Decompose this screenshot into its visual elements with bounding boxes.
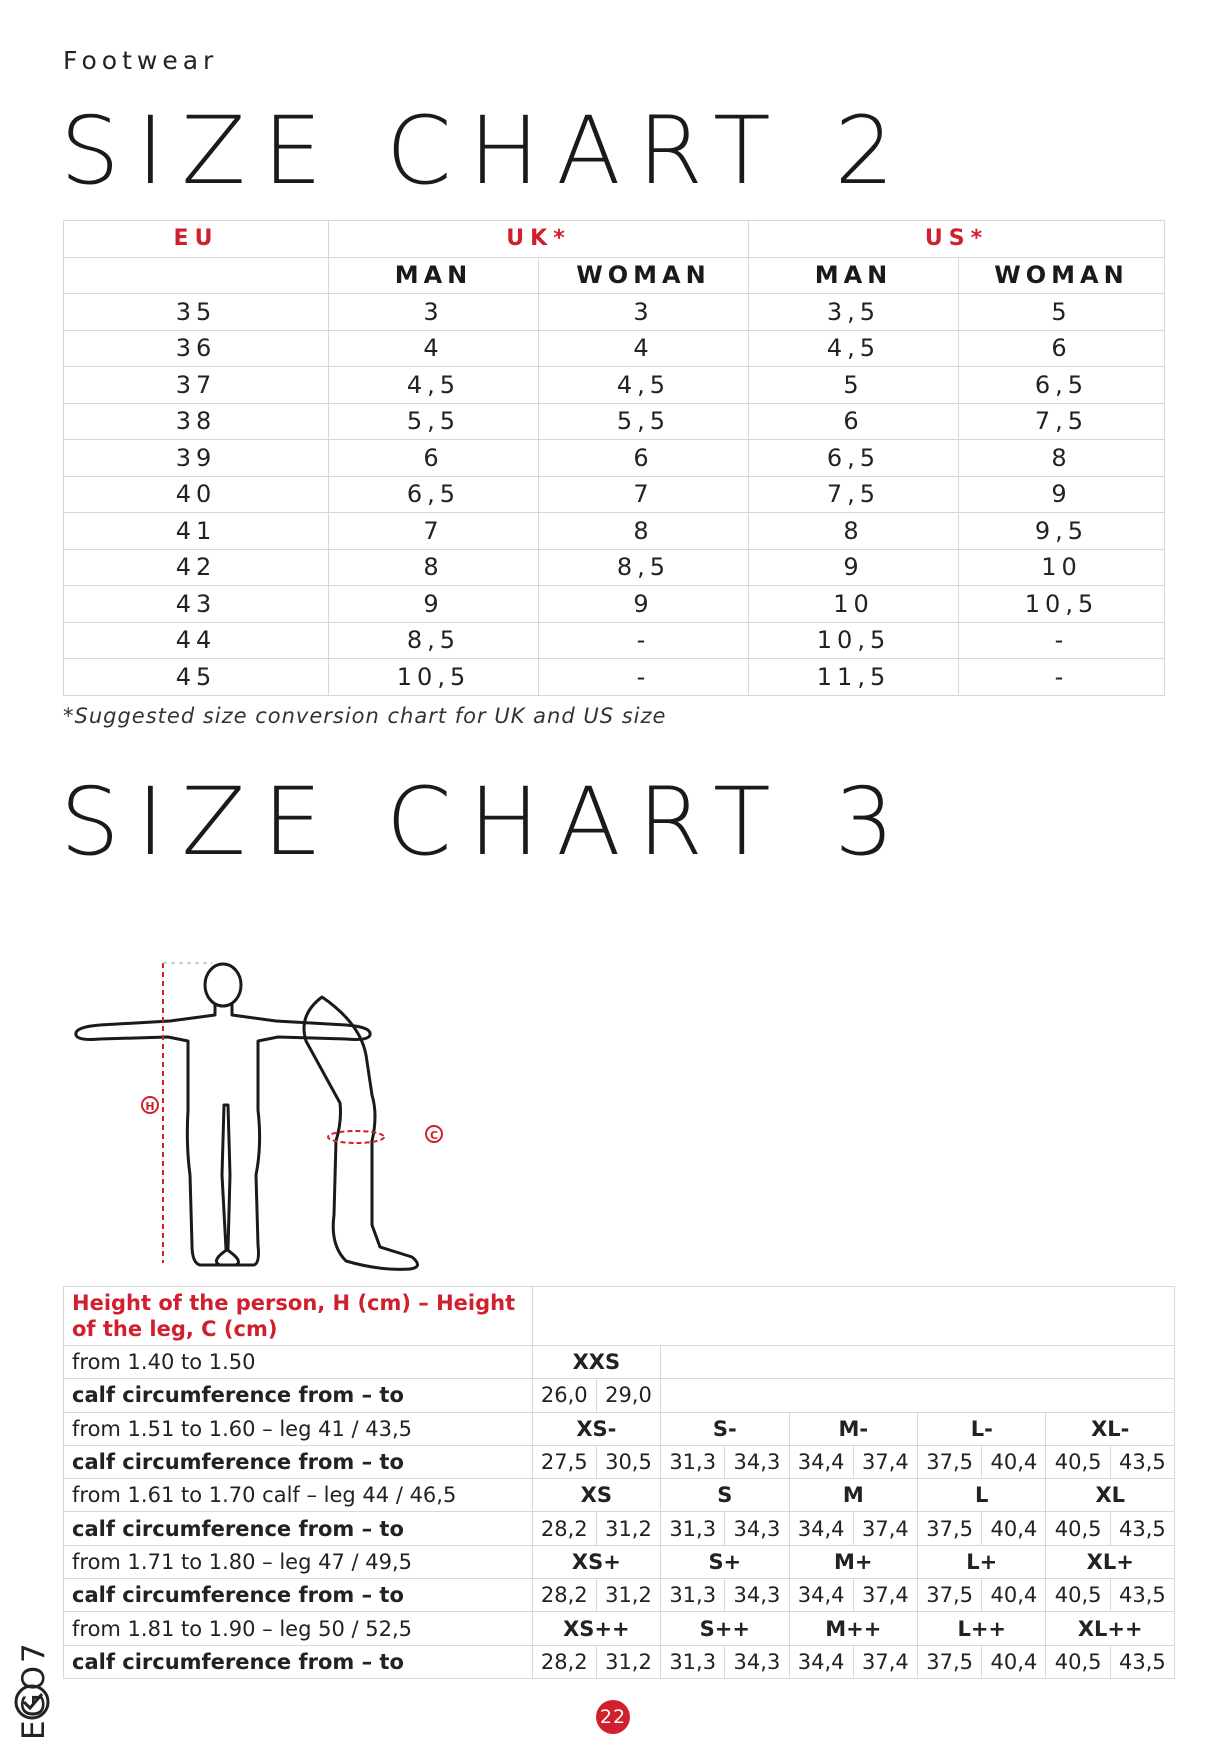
table-cell: 6 bbox=[959, 330, 1165, 367]
value-cell: 34,4 bbox=[789, 1445, 853, 1478]
table-cell: 8 bbox=[959, 440, 1165, 477]
table-cell: 6 bbox=[749, 403, 959, 440]
table-cell: 5 bbox=[749, 367, 959, 404]
table-cell: 39 bbox=[64, 440, 329, 477]
section-label: Footwear bbox=[63, 46, 219, 75]
table-row bbox=[64, 440, 1165, 477]
calf-label: calf circumference from – to bbox=[64, 1512, 533, 1545]
table-cell: 8 bbox=[539, 513, 749, 550]
table-row bbox=[64, 1512, 1175, 1545]
range-label: from 1.71 to 1.80 – leg 47 / 49,5 bbox=[64, 1545, 533, 1578]
value-cell: 31,2 bbox=[596, 1645, 660, 1678]
table-cell: 35 bbox=[64, 294, 329, 331]
value-cell: 28,2 bbox=[532, 1512, 596, 1545]
table-header-row bbox=[64, 1287, 1175, 1346]
table-cell: 5 bbox=[959, 294, 1165, 331]
value-cell: 34,4 bbox=[789, 1512, 853, 1545]
value-cell: 40,4 bbox=[982, 1512, 1046, 1545]
table-row bbox=[64, 1612, 1175, 1645]
value-cell: 40,5 bbox=[1046, 1445, 1110, 1478]
table-cell: 7 bbox=[539, 476, 749, 513]
value-cell: 31,3 bbox=[661, 1445, 725, 1478]
value-cell: 37,4 bbox=[853, 1445, 917, 1478]
table-cell: 5,5 bbox=[539, 403, 749, 440]
value-cell: 37,5 bbox=[918, 1445, 982, 1478]
size-cell: XL++ bbox=[1046, 1612, 1175, 1645]
table-cell: 11,5 bbox=[749, 659, 959, 696]
table-cell: 6 bbox=[539, 440, 749, 477]
table-row bbox=[64, 1346, 1175, 1379]
height-marker-label: H bbox=[145, 1100, 155, 1113]
table-row bbox=[64, 1445, 1175, 1478]
height-leg-header: Height of the person, H (cm) – Height of the leg, C (cm) bbox=[64, 1287, 533, 1346]
calf-label: calf circumference from – to bbox=[64, 1379, 533, 1412]
value-cell: 31,2 bbox=[596, 1579, 660, 1612]
body-measurement-illustration bbox=[60, 945, 480, 1275]
calf-label: calf circumference from – to bbox=[64, 1645, 533, 1678]
table-row bbox=[64, 586, 1165, 623]
table-cell: 6,5 bbox=[959, 367, 1165, 404]
table-row bbox=[64, 367, 1165, 404]
header-us-man: MAN bbox=[749, 257, 959, 294]
table-cell: 9 bbox=[959, 476, 1165, 513]
value-cell: 31,3 bbox=[661, 1512, 725, 1545]
table-row bbox=[64, 1412, 1175, 1445]
size-cell: S++ bbox=[661, 1612, 789, 1645]
header-uk-woman: WOMAN bbox=[539, 257, 749, 294]
table-cell: 9,5 bbox=[959, 513, 1165, 550]
value-cell: 34,3 bbox=[725, 1512, 789, 1545]
value-cell: 34,3 bbox=[725, 1579, 789, 1612]
table-cell: 6 bbox=[329, 440, 539, 477]
table-cell: 10,5 bbox=[959, 586, 1165, 623]
table-cell: 3 bbox=[329, 294, 539, 331]
table-cell: 9 bbox=[749, 549, 959, 586]
size-chart-3-title: SIZE CHART 3 bbox=[60, 768, 912, 877]
empty-cell bbox=[661, 1346, 1175, 1379]
value-cell: 31,3 bbox=[661, 1645, 725, 1678]
range-label: from 1.61 to 1.70 calf – leg 44 / 46,5 bbox=[64, 1479, 533, 1512]
range-label: from 1.51 to 1.60 – leg 41 / 43,5 bbox=[64, 1412, 533, 1445]
value-cell: 28,2 bbox=[532, 1579, 596, 1612]
header-empty bbox=[64, 257, 329, 294]
size-cell: S bbox=[661, 1479, 789, 1512]
calf-label: calf circumference from – to bbox=[64, 1445, 533, 1478]
value-cell: 40,5 bbox=[1046, 1645, 1110, 1678]
value-cell: 43,5 bbox=[1110, 1579, 1174, 1612]
table-row bbox=[64, 659, 1165, 696]
table-cell: 8,5 bbox=[539, 549, 749, 586]
value-cell: 40,5 bbox=[1046, 1512, 1110, 1545]
size-cell: XL- bbox=[1046, 1412, 1175, 1445]
table-cell: 5,5 bbox=[329, 403, 539, 440]
table-cell: 8,5 bbox=[329, 622, 539, 659]
table-cell: 37 bbox=[64, 367, 329, 404]
table-cell: 3 bbox=[539, 294, 749, 331]
table-row bbox=[64, 513, 1165, 550]
brand-name: EGO7 bbox=[16, 1640, 52, 1740]
value-cell: 31,2 bbox=[596, 1512, 660, 1545]
value-cell: 40,4 bbox=[982, 1445, 1046, 1478]
size-cell: XL bbox=[1046, 1479, 1175, 1512]
table-cell: - bbox=[959, 659, 1165, 696]
table-cell: 4,5 bbox=[329, 367, 539, 404]
table-cell: 4,5 bbox=[749, 330, 959, 367]
table-cell: 7 bbox=[329, 513, 539, 550]
value-cell: 43,5 bbox=[1110, 1645, 1174, 1678]
value-cell: 34,3 bbox=[725, 1645, 789, 1678]
empty-cell bbox=[661, 1379, 1175, 1412]
header-empty bbox=[532, 1287, 1174, 1346]
table-row bbox=[64, 549, 1165, 586]
table-cell: - bbox=[539, 622, 749, 659]
calf-label: calf circumference from – to bbox=[64, 1579, 533, 1612]
value-cell: 27,5 bbox=[532, 1445, 596, 1478]
table-row bbox=[64, 476, 1165, 513]
size-chart-2-title: SIZE CHART 2 bbox=[60, 97, 912, 206]
size-cell: XS++ bbox=[532, 1612, 660, 1645]
table-cell: 8 bbox=[749, 513, 959, 550]
table-cell: 7,5 bbox=[749, 476, 959, 513]
value-cell: 40,4 bbox=[982, 1579, 1046, 1612]
value-cell: 37,5 bbox=[918, 1645, 982, 1678]
table-cell: 10,5 bbox=[329, 659, 539, 696]
table-cell: 10 bbox=[749, 586, 959, 623]
table-cell: 42 bbox=[64, 549, 329, 586]
size-cell: XS bbox=[532, 1479, 660, 1512]
size-chart-2-table bbox=[63, 220, 1165, 696]
header-uk: UK* bbox=[329, 221, 749, 258]
value-cell: 34,3 bbox=[725, 1445, 789, 1478]
value-cell: 37,5 bbox=[918, 1512, 982, 1545]
table-header-row bbox=[64, 221, 1165, 258]
table-cell: 10,5 bbox=[749, 622, 959, 659]
header-uk-man: MAN bbox=[329, 257, 539, 294]
size-cell: L- bbox=[918, 1412, 1046, 1445]
size-cell: M bbox=[789, 1479, 917, 1512]
table-cell: 4 bbox=[329, 330, 539, 367]
size-cell: XXS bbox=[532, 1346, 660, 1379]
table-cell: 41 bbox=[64, 513, 329, 550]
size-cell: S- bbox=[661, 1412, 789, 1445]
table-cell: 36 bbox=[64, 330, 329, 367]
value-cell: 40,5 bbox=[1046, 1579, 1110, 1612]
table-cell: 7,5 bbox=[959, 403, 1165, 440]
size-cell: M++ bbox=[789, 1612, 917, 1645]
table-row bbox=[64, 1645, 1175, 1678]
page-number: 22 bbox=[596, 1700, 630, 1734]
header-us: US* bbox=[749, 221, 1165, 258]
table-cell: 45 bbox=[64, 659, 329, 696]
table-cell: 40 bbox=[64, 476, 329, 513]
table-row bbox=[64, 1479, 1175, 1512]
size-cell: M+ bbox=[789, 1545, 917, 1578]
size-cell: XS+ bbox=[532, 1545, 660, 1578]
table-cell: - bbox=[539, 659, 749, 696]
table-subheader-row bbox=[64, 257, 1165, 294]
table-row bbox=[64, 1579, 1175, 1612]
header-eu: EU bbox=[64, 221, 329, 258]
size-cell: L bbox=[918, 1479, 1046, 1512]
value-cell: 43,5 bbox=[1110, 1512, 1174, 1545]
value-cell: 37,4 bbox=[853, 1645, 917, 1678]
brand-logo bbox=[12, 1600, 58, 1740]
value-cell: 29,0 bbox=[596, 1379, 660, 1412]
table-row bbox=[64, 330, 1165, 367]
calf-marker-label: C bbox=[429, 1129, 439, 1142]
table-row bbox=[64, 1379, 1175, 1412]
value-cell: 34,4 bbox=[789, 1645, 853, 1678]
table-cell: 6,5 bbox=[749, 440, 959, 477]
table-cell: 9 bbox=[329, 586, 539, 623]
table-row bbox=[64, 1545, 1175, 1578]
footnote: *Suggested size conversion chart for UK and US size bbox=[63, 704, 667, 728]
size-cell: XL+ bbox=[1046, 1545, 1175, 1578]
size-cell: L++ bbox=[918, 1612, 1046, 1645]
size-cell: L+ bbox=[918, 1545, 1046, 1578]
value-cell: 37,5 bbox=[918, 1579, 982, 1612]
table-cell: 4 bbox=[539, 330, 749, 367]
table-cell: 44 bbox=[64, 622, 329, 659]
header-us-woman: WOMAN bbox=[959, 257, 1165, 294]
value-cell: 28,2 bbox=[532, 1645, 596, 1678]
table-row bbox=[64, 294, 1165, 331]
size-cell: M- bbox=[789, 1412, 917, 1445]
value-cell: 37,4 bbox=[853, 1579, 917, 1612]
size-chart-3-table bbox=[63, 1286, 1175, 1679]
size-cell: S+ bbox=[661, 1545, 789, 1578]
table-cell: 4,5 bbox=[539, 367, 749, 404]
value-cell: 40,4 bbox=[982, 1645, 1046, 1678]
range-label: from 1.81 to 1.90 – leg 50 / 52,5 bbox=[64, 1612, 533, 1645]
table-cell: 8 bbox=[329, 549, 539, 586]
table-cell: 38 bbox=[64, 403, 329, 440]
table-row bbox=[64, 622, 1165, 659]
table-cell: - bbox=[959, 622, 1165, 659]
value-cell: 31,3 bbox=[661, 1579, 725, 1612]
value-cell: 26,0 bbox=[532, 1379, 596, 1412]
value-cell: 37,4 bbox=[853, 1512, 917, 1545]
table-cell: 3,5 bbox=[749, 294, 959, 331]
value-cell: 30,5 bbox=[596, 1445, 660, 1478]
table-cell: 9 bbox=[539, 586, 749, 623]
size-cell: XS- bbox=[532, 1412, 660, 1445]
table-cell: 43 bbox=[64, 586, 329, 623]
table-row bbox=[64, 403, 1165, 440]
range-label: from 1.40 to 1.50 bbox=[64, 1346, 533, 1379]
table-cell: 10 bbox=[959, 549, 1165, 586]
table-cell: 6,5 bbox=[329, 476, 539, 513]
value-cell: 34,4 bbox=[789, 1579, 853, 1612]
value-cell: 43,5 bbox=[1110, 1445, 1174, 1478]
